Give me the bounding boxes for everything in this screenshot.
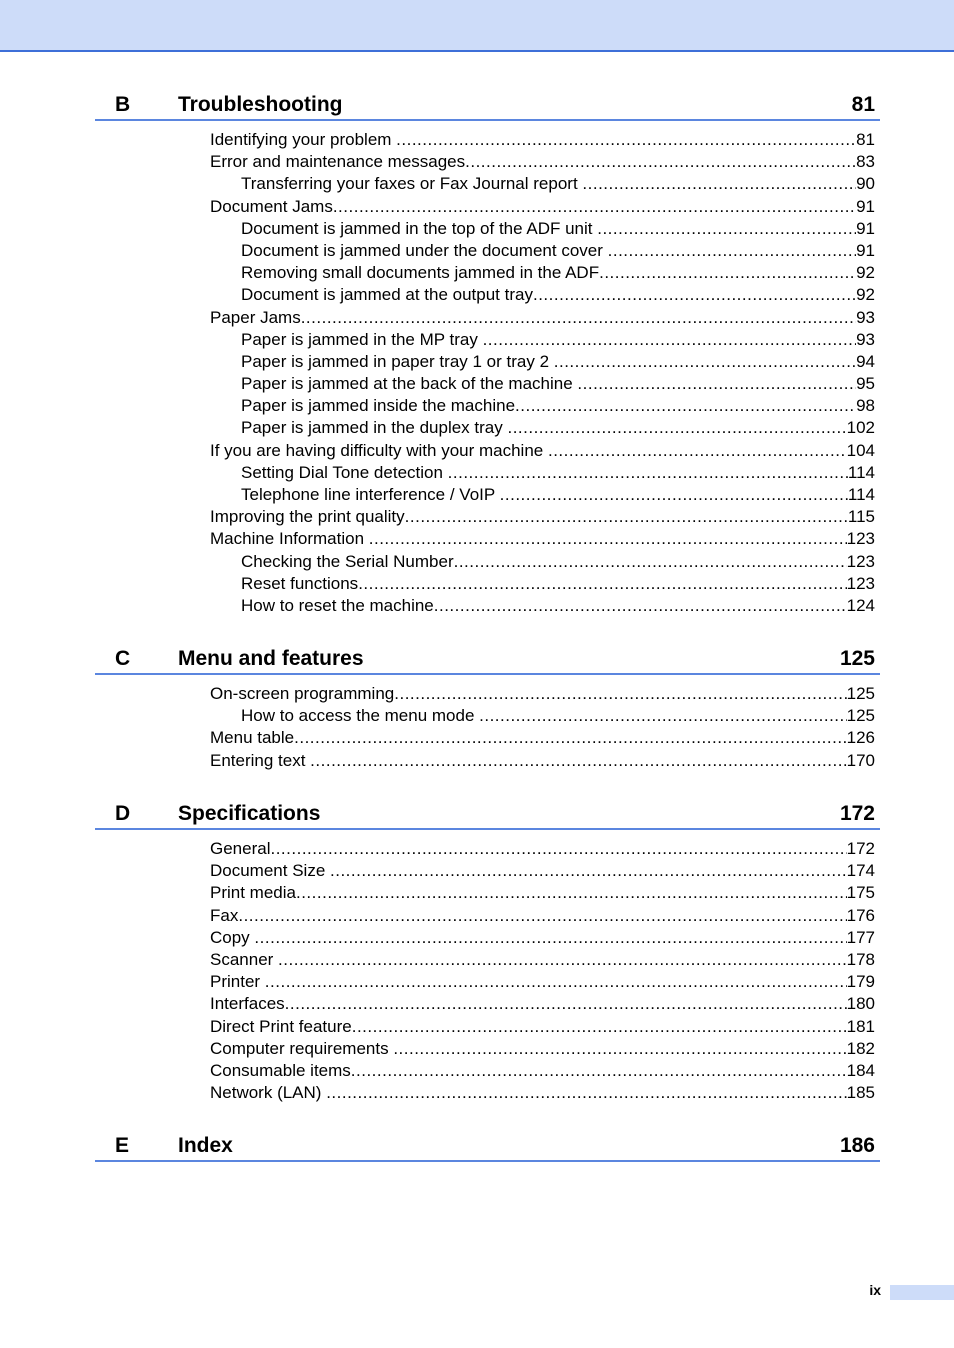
- footer-page-number: ix: [869, 1282, 881, 1298]
- dot-leader: [238, 905, 846, 927]
- dot-leader: [548, 440, 847, 462]
- entry-label: Computer requirements: [210, 1038, 394, 1058]
- dot-leader: [554, 351, 856, 373]
- dot-leader: [577, 373, 856, 395]
- toc-entry[interactable]: [210, 905, 875, 927]
- dot-leader: [296, 882, 847, 904]
- section-letter: D: [115, 802, 131, 825]
- toc-entry[interactable]: [241, 484, 875, 506]
- entry-page-number: 177: [846, 927, 875, 947]
- toc-entry[interactable]: [210, 1016, 875, 1038]
- entry-label: Document is jammed under the document cover: [241, 240, 608, 260]
- section-heading[interactable]: [95, 796, 880, 830]
- entry-page-number: 94: [856, 351, 875, 371]
- footer-tab: [890, 1285, 954, 1300]
- dot-leader: [454, 551, 847, 573]
- dot-leader: [285, 993, 847, 1015]
- entry-label: Direct Print feature: [210, 1016, 352, 1036]
- entry-label: Document Size: [210, 861, 330, 881]
- entry-label: Error and maintenance messages: [210, 152, 466, 172]
- entry-page-number: 123: [846, 529, 875, 549]
- dot-leader: [333, 196, 856, 218]
- dot-leader: [326, 1082, 846, 1104]
- entry-page-number: 123: [846, 551, 875, 571]
- toc-entry[interactable]: [210, 1038, 875, 1060]
- toc-entry[interactable]: [241, 173, 875, 195]
- entry-page-number: 114: [847, 462, 875, 482]
- entry-page-number: 93: [856, 307, 875, 327]
- entry-label: Checking the Serial Number: [241, 551, 454, 571]
- entry-label: Paper is jammed at the back of the machine: [241, 374, 578, 394]
- section-title: Index: [178, 1134, 233, 1157]
- toc-entry[interactable]: [241, 284, 875, 306]
- entry-label: Network (LAN): [210, 1083, 327, 1103]
- dot-leader: [301, 307, 856, 329]
- toc-entry[interactable]: [241, 373, 875, 395]
- entry-page-number: 115: [847, 507, 875, 527]
- entry-page-number: 92: [856, 263, 875, 283]
- dot-leader: [351, 1060, 847, 1082]
- section-page-number: 81: [851, 93, 875, 116]
- toc-entry[interactable]: [241, 351, 875, 373]
- toc-entry[interactable]: [210, 727, 875, 749]
- toc-entry[interactable]: [241, 573, 875, 595]
- entry-list: [95, 121, 880, 617]
- entry-label: Document is jammed at the output tray: [241, 285, 533, 305]
- dot-leader: [330, 860, 847, 882]
- entry-label: Transferring your faxes or Fax Journal report: [241, 174, 583, 194]
- entry-label: On-screen programming: [210, 684, 395, 703]
- section-page-number: 186: [839, 1134, 875, 1157]
- dot-leader: [393, 1038, 846, 1060]
- toc-section-c: [95, 641, 880, 772]
- entry-label: Interfaces: [210, 994, 285, 1014]
- toc-entry[interactable]: [210, 528, 875, 550]
- toc-entry[interactable]: [210, 151, 875, 173]
- entry-label: Paper is jammed in paper tray 1 or tray 2: [241, 351, 554, 371]
- entry-label: If you are having difficulty with your machine: [210, 440, 548, 460]
- dot-leader: [358, 573, 846, 595]
- toc-entry[interactable]: [210, 196, 875, 218]
- toc-entry[interactable]: [210, 971, 875, 993]
- section-page-number: 125: [839, 647, 875, 670]
- entry-page-number: 172: [846, 839, 875, 858]
- entry-label: Paper is jammed inside the machine: [241, 396, 516, 416]
- section-heading[interactable]: [95, 87, 880, 121]
- header-band: [0, 0, 954, 52]
- dot-leader: [500, 484, 848, 506]
- dot-leader: [352, 1016, 847, 1038]
- toc-entry[interactable]: [210, 1082, 875, 1104]
- entry-page-number: 93: [856, 329, 875, 349]
- entry-label: Machine Information: [210, 529, 369, 549]
- dot-leader: [599, 262, 856, 284]
- entry-page-number: 181: [846, 1016, 875, 1036]
- entry-label: Paper is jammed in the duplex tray: [241, 418, 508, 438]
- entry-page-number: 95: [856, 374, 875, 394]
- entry-page-number: 98: [856, 396, 875, 416]
- entry-label: Document Jams: [210, 196, 333, 216]
- entry-page-number: 170: [846, 750, 875, 770]
- dot-leader: [254, 927, 846, 949]
- toc-entry[interactable]: [210, 860, 875, 882]
- section-heading[interactable]: [95, 1128, 880, 1162]
- entry-page-number: 92: [856, 285, 875, 305]
- toc-entry[interactable]: [241, 218, 875, 240]
- entry-page-number: 114: [847, 485, 875, 504]
- entry-label: Print media: [210, 883, 296, 903]
- toc-entry[interactable]: [241, 417, 875, 439]
- dot-leader: [533, 284, 856, 306]
- entry-label: Paper is jammed in the MP tray: [241, 329, 483, 349]
- entry-label: How to access the menu mode: [241, 706, 480, 726]
- entry-page-number: 175: [846, 883, 875, 903]
- entry-label: Paper Jams: [210, 307, 301, 327]
- toc-entry[interactable]: [210, 129, 875, 151]
- entry-page-number: 81: [856, 130, 875, 149]
- toc-entry[interactable]: [210, 683, 875, 705]
- entry-page-number: 83: [856, 152, 875, 172]
- entry-page-number: 91: [856, 240, 875, 260]
- entry-label: Fax: [210, 905, 239, 925]
- toc-entry[interactable]: [241, 329, 875, 351]
- toc-entry[interactable]: [241, 462, 875, 484]
- entry-page-number: 176: [846, 905, 875, 925]
- entry-page-number: 174: [846, 861, 875, 881]
- entry-label: Document is jammed in the top of the ADF unit: [241, 218, 598, 238]
- entry-page-number: 179: [846, 972, 875, 992]
- entry-list: [95, 830, 880, 1104]
- entry-label: Telephone line interference / VoIP: [241, 485, 500, 504]
- toc-entry[interactable]: [241, 705, 875, 727]
- dot-leader: [310, 750, 846, 772]
- dot-leader: [396, 129, 856, 151]
- toc-section-e: [95, 1128, 880, 1170]
- dot-leader: [394, 683, 846, 705]
- dot-leader: [515, 395, 856, 417]
- dot-leader: [483, 329, 857, 351]
- entry-label: Entering text: [210, 750, 311, 770]
- dot-leader: [369, 528, 847, 550]
- section-title: Menu and features: [178, 647, 364, 670]
- toc-entry[interactable]: [210, 1060, 875, 1082]
- entry-label: Menu table: [210, 728, 295, 748]
- dot-leader: [465, 151, 856, 173]
- section-heading[interactable]: [95, 641, 880, 675]
- dot-leader: [278, 949, 847, 971]
- entry-label: Consumable items: [210, 1060, 351, 1080]
- entry-label: Improving the print quality: [210, 507, 405, 527]
- toc-entry[interactable]: [210, 750, 875, 772]
- entry-page-number: 90: [856, 174, 875, 194]
- entry-page-number: 123: [846, 573, 875, 593]
- entry-page-number: 182: [846, 1038, 875, 1058]
- entry-label: How to reset the machine: [241, 595, 434, 615]
- section-letter: C: [115, 647, 131, 670]
- section-title: Specifications: [178, 802, 321, 825]
- entry-page-number: 104: [846, 440, 875, 460]
- dot-leader: [507, 417, 846, 439]
- toc-entry[interactable]: [241, 551, 875, 573]
- dot-leader: [479, 705, 847, 727]
- section-title: Troubleshooting: [178, 93, 343, 116]
- dot-leader: [597, 218, 856, 240]
- toc-section-b: [95, 87, 880, 617]
- toc-entry[interactable]: [210, 927, 875, 949]
- entry-page-number: 91: [856, 196, 875, 216]
- section-letter: E: [115, 1134, 130, 1157]
- entry-page-number: 124: [846, 595, 875, 615]
- dot-leader: [294, 727, 847, 749]
- entry-label: Reset functions: [241, 573, 359, 593]
- entry-page-number: 180: [846, 994, 875, 1014]
- entry-label: Removing small documents jammed in the ADF: [241, 263, 600, 283]
- dot-leader: [405, 506, 848, 528]
- entry-page-number: 125: [846, 706, 875, 726]
- dot-leader: [270, 838, 846, 860]
- toc-entry[interactable]: [210, 307, 875, 329]
- entry-label: Printer: [210, 972, 265, 992]
- toc-entry[interactable]: [210, 993, 875, 1015]
- dot-leader: [608, 240, 856, 262]
- entry-page-number: 102: [846, 418, 875, 438]
- dot-leader: [265, 971, 847, 993]
- dot-leader: [434, 595, 847, 617]
- toc-entry[interactable]: [210, 440, 875, 462]
- section-page-number: 172: [839, 802, 875, 825]
- toc-entry[interactable]: [241, 262, 875, 284]
- toc-entry[interactable]: [210, 838, 875, 860]
- entry-label: Scanner: [210, 949, 279, 969]
- toc-entry[interactable]: [210, 949, 875, 971]
- entry-label: Setting Dial Tone detection: [241, 462, 448, 482]
- section-letter: B: [115, 93, 131, 116]
- toc-section-d: [95, 796, 880, 1104]
- toc-entry[interactable]: [241, 595, 875, 617]
- entry-label: Copy: [210, 927, 255, 947]
- entry-page-number: 91: [856, 218, 875, 238]
- entry-label: General: [210, 839, 271, 858]
- toc-entry[interactable]: [210, 882, 875, 904]
- toc-entry[interactable]: [241, 395, 875, 417]
- toc-entry[interactable]: [241, 240, 875, 262]
- dot-leader: [582, 173, 856, 195]
- entry-label: Identifying your problem: [210, 130, 397, 149]
- entry-list: [95, 675, 880, 772]
- entry-page-number: 125: [846, 684, 875, 703]
- dot-leader: [448, 462, 848, 484]
- entry-list: [95, 1162, 880, 1170]
- entry-page-number: 178: [846, 949, 875, 969]
- entry-page-number: 185: [846, 1083, 875, 1103]
- entry-page-number: 184: [846, 1060, 875, 1080]
- entry-page-number: 126: [846, 728, 875, 748]
- toc-entry[interactable]: [210, 506, 875, 528]
